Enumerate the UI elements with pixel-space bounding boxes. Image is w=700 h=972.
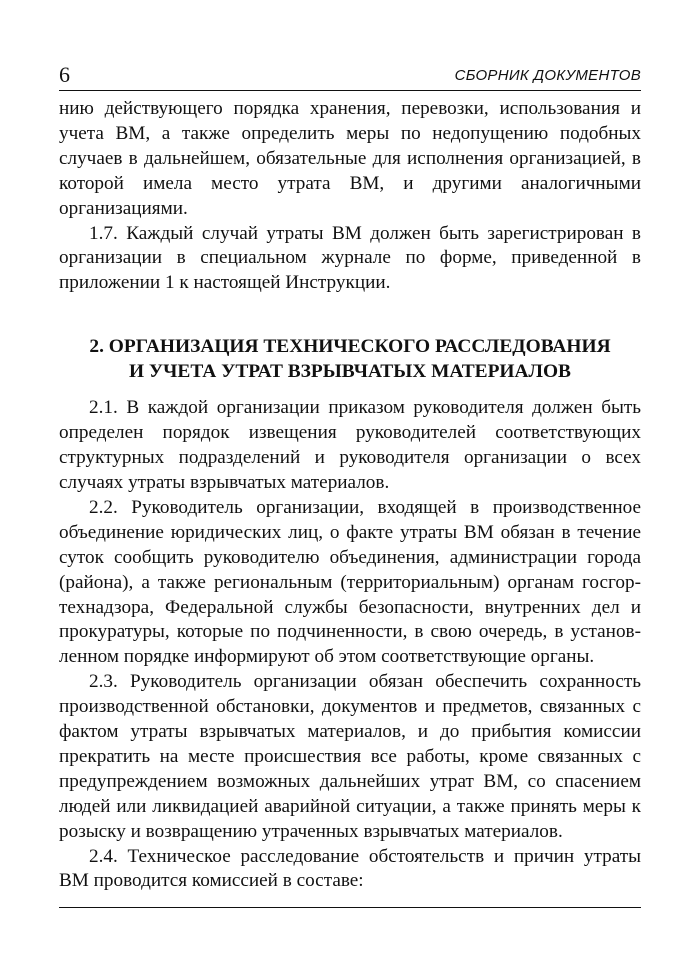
paragraph-2-3: 2.3. Руководитель организации обязан обеспечить сохранность производственной обстановки, документов и предметов, связанных с фактом утраты взрывчатых материалов, и до прибытия комиссии прекратить на месте происшествия все работы, кроме связанных с предупреждением возможных дальнейших утрат ВМ, со спасением людей или ликвидацией аварийной ситуации, а также принять меры к розыску и возвращению утраченных взрывчатых материалов. [59,671,641,842]
paragraph-continued: нию действующего порядка хранения, перевозки, использования и учета ВМ, а также определить меры по недопущению подобных случаев в дальнейшем, обязательные для исполнения организацией, в которой имела место утрата ВМ, и другими аналогичными организациями. [59,98,641,219]
paragraph-2-4: 2.4. Техническое расследование обстоятельств и причин утраты ВМ проводится комиссией в составе: [59,845,641,892]
section-heading-line-2: И УЧЕТА УТРАТ ВЗРЫВЧАТЫХ МАТЕРИАЛОВ [129,361,571,383]
body-text [59,97,641,894]
paragraph-1-7: 1.7. Каждый случай утраты ВМ должен быть зарегистрирован в организации в специальном журнале по форме, приведенной в приложении 1 к настоящей Инструкции. [59,222,641,294]
page-number: 6 [59,62,70,87]
paragraph-2-1: 2.1. В каждой организации приказом руководителя должен быть определен порядок извещения руководителей соответствующих структурных подразделений и руководителя организации о всех случаях утраты взрывчатых материалов. [59,397,641,493]
page-header [59,60,641,91]
running-title: СБОРНИК ДОКУМЕНТОВ [454,67,641,84]
footer-rule [59,907,641,908]
paragraph-2-2: 2.2. Руководитель организации, входящей в производственное объединение юридических лиц, о факте утраты ВМ обязан в течение суток сообщить руководителю объединения, администрации города (района), а также региональным (территориальным) органам госгортехнадзора, Федеральной службы безопасности, внутренних дел и прокуратуры, которые по подчиненности, в свою очередь, в установленном порядке информируют об этом соответствующие органы. [59,496,641,668]
section-heading-line-1: 2. ОРГАНИЗАЦИЯ ТЕХНИЧЕСКОГО РАССЛЕДОВАНИЯ [89,336,611,358]
section-heading [59,334,641,384]
